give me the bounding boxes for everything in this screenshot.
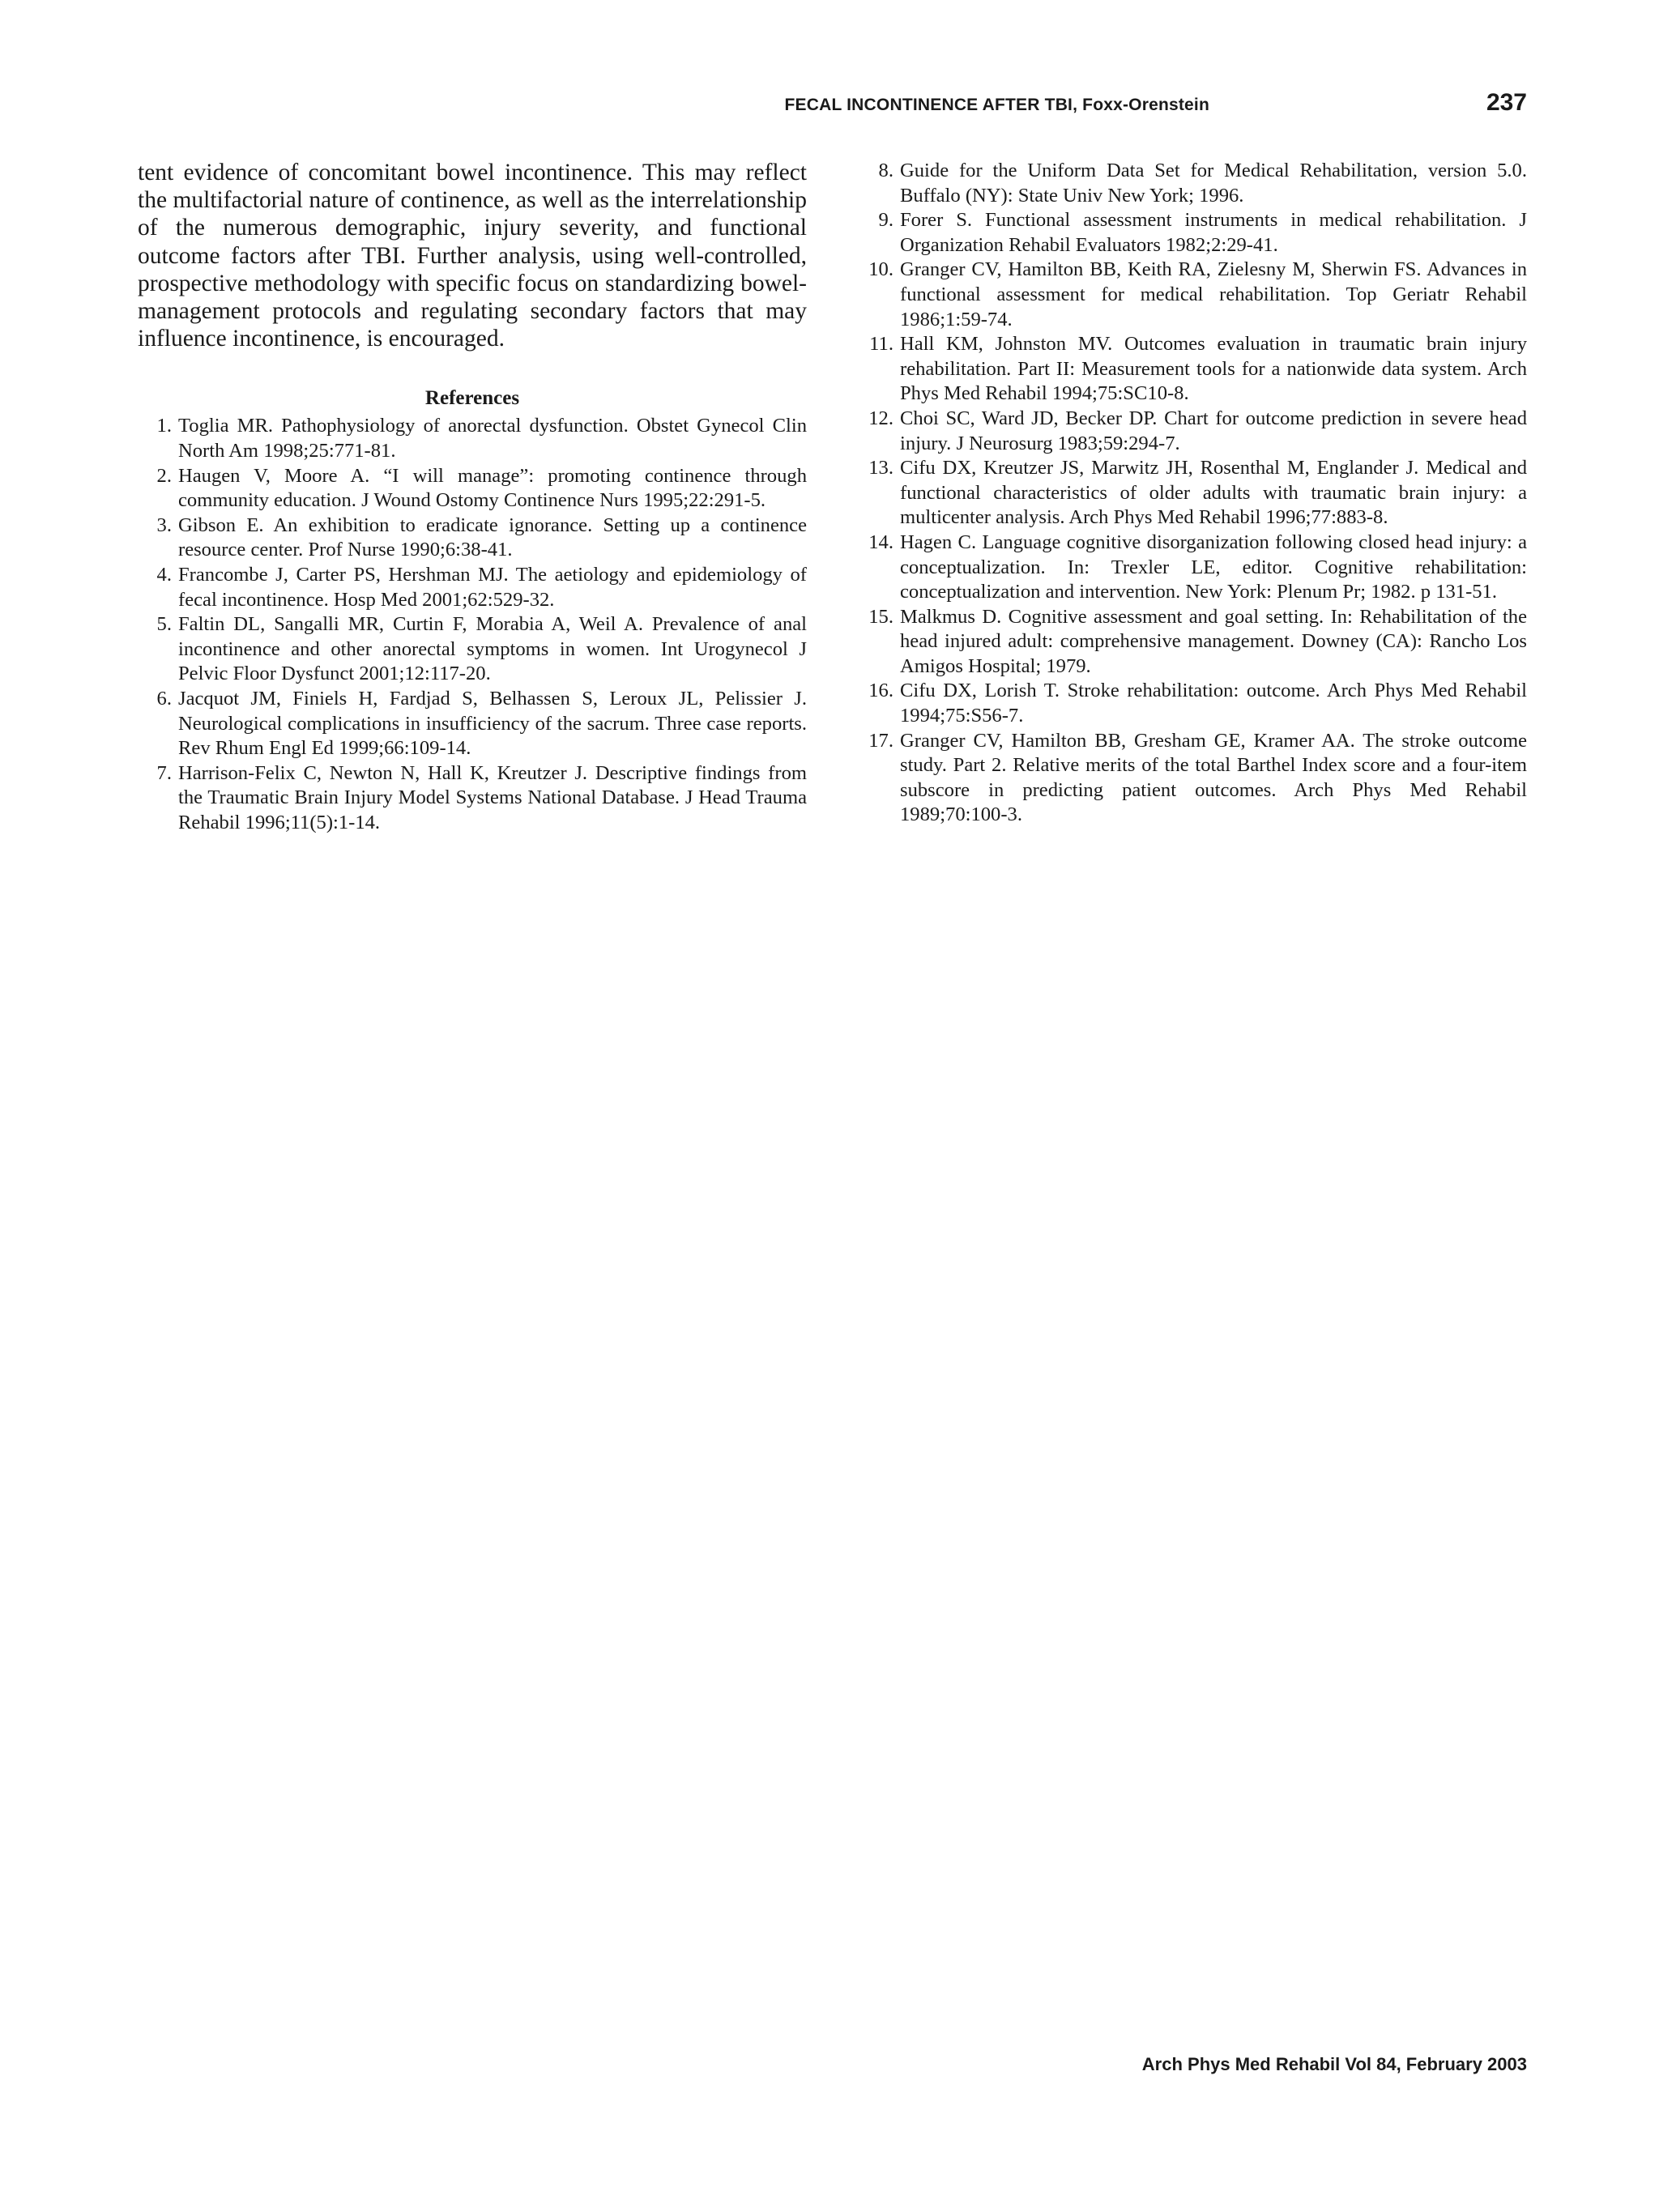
reference-number: 8. [878,160,893,181]
reference-number: 17. [868,729,893,752]
reference-number: 4. [156,563,172,586]
reference-number: 12. [868,407,893,429]
reference-item [861,456,1527,531]
page-number: 237 [1486,89,1527,116]
reference-number: 13. [868,457,893,479]
reference-number: 9. [878,209,893,232]
reference-item [861,258,1527,332]
reference-number: 11. [869,333,893,356]
reference-number: 3. [156,514,172,536]
reference-text: Guide for the Uniform Data Set for Medical Rehabilitation, version 5.0. Buffalo (NY): State Univ New York; 1996. [900,160,1527,207]
reference-item [138,612,807,687]
reference-number: 5. [156,613,172,636]
reference-text: Granger CV, Hamilton BB, Gresham GE, Kramer AA. The stroke outcome study. Part 2. Relative merits of the total Barthel Index score and a four-item subscore in predicting patient outcomes. Arch Phys Med Rehabil 1989;70:100-3. [900,729,1527,826]
page-footer: Arch Phys Med Rehabil Vol 84, February 2003 [1141,2054,1527,2074]
reference-item [861,605,1527,680]
reference-number: 1. [156,415,172,437]
reference-text: Choi SC, Ward JD, Becker DP. Chart for outcome prediction in severe head injury. J Neurosurg 1983;59:294-7. [900,407,1527,454]
reference-list-right [861,159,1527,828]
reference-item [861,407,1527,456]
reference-item [138,563,807,612]
reference-text: Francombe J, Carter PS, Hershman MJ. The aetiology and epidemiology of fecal incontinence. Hosp Med 2001;62:529-32. [178,563,807,611]
reference-text: Hagen C. Language cognitive disorganization following closed head injury: a conceptualization. In: Trexler LE, editor. Cognitive rehabilitation: conceptualization and intervention. New York: Plenum Pr; 1982. p 131-51. [900,531,1527,603]
left-column [138,159,807,836]
reference-text: Haugen V, Moore A. “I will manage”: promoting continence through community education. J Wound Ostomy Continence Nurs 1995;22:291-5. [178,464,807,512]
body-paragraph: tent evidence of concomitant bowel incontinence. This may reflect the multifactorial nature of continence, as well as the interrelationship of the numerous demographic, injury severity, and functional outcome factors after TBI. Further analysis, using well-controlled, prospective methodology with specific focus on standardizing bowel-management protocols and regulating secondary factors that may influence incontinence, is encouraged. [138,160,807,352]
reference-number: 14. [868,531,893,553]
reference-text: Forer S. Functional assessment instruments in medical rehabilitation. J Organization Rehabil Evaluators 1982;2:29-41. [900,209,1527,256]
reference-number: 6. [156,687,172,710]
reference-number: 16. [868,680,893,702]
reference-item [138,514,807,563]
page-header [138,87,1527,128]
reference-text: Harrison-Felix C, Newton N, Hall K, Kreutzer J. Descriptive findings from the Traumatic Brain Injury Model Systems National Database. J Head Trauma Rehabil 1996;11(5):1-14. [178,761,807,833]
reference-item [861,531,1527,605]
reference-text: Granger CV, Hamilton BB, Keith RA, Zielesny M, Sherwin FS. Advances in functional assessment for medical rehabilitation. Top Geriatr Rehabil 1986;1:59-74. [900,258,1527,330]
reference-text: Toglia MR. Pathophysiology of anorectal dysfunction. Obstet Gynecol Clin North Am 1998;25:771-81. [178,415,807,462]
reference-number: 15. [868,605,893,628]
reference-text: Hall KM, Johnston MV. Outcomes evaluation in traumatic brain injury rehabilitation. Part II: Measurement tools for a nationwide data system. Arch Phys Med Rehabil 1994;75:SC10-8. [900,333,1527,405]
reference-text: Cifu DX, Kreutzer JS, Marwitz JH, Rosenthal M, Englander J. Medical and functional characteristics of older adults with traumatic brain injury: a multicenter analysis. Arch Phys Med Rehabil 1996;77:883-8. [900,457,1527,529]
reference-item [138,464,807,514]
reference-item [861,729,1527,828]
reference-item [138,687,807,761]
reference-text: Jacquot JM, Finiels H, Fardjad S, Belhassen S, Leroux JL, Pelissier J. Neurological complications in insufficiency of the sacrum. Three case reports. Rev Rhum Engl Ed 1999;66:109-14. [178,687,807,760]
reference-text: Faltin DL, Sangalli MR, Curtin F, Morabia A, Weil A. Prevalence of anal incontinence and other anorectal symptoms in women. Int Urogynecol J Pelvic Floor Dysfunct 2001;12:117-20. [178,613,807,685]
reference-text: Gibson E. An exhibition to eradicate ignorance. Setting up a continence resource center. Prof Nurse 1990;6:38-41. [178,514,807,561]
reference-text: Malkmus D. Cognitive assessment and goal setting. In: Rehabilitation of the head injured adult: comprehensive management. Downey (CA): Rancho Los Amigos Hospital; 1979. [900,605,1527,677]
reference-item [138,414,807,463]
running-title: FECAL INCONTINENCE AFTER TBI, Foxx-Orenstein [784,96,1209,114]
reference-text: Cifu DX, Lorish T. Stroke rehabilitation: outcome. Arch Phys Med Rehabil 1994;75:S56-7. [900,680,1527,727]
right-column [861,159,1527,828]
references-heading: References [424,387,520,410]
reference-item [861,679,1527,728]
reference-number: 7. [156,761,172,784]
reference-item [861,159,1527,208]
reference-item [138,761,807,836]
reference-list-left [138,414,807,835]
reference-item [861,332,1527,407]
reference-number: 2. [156,464,172,487]
reference-item [861,208,1527,258]
reference-number: 10. [868,258,893,281]
